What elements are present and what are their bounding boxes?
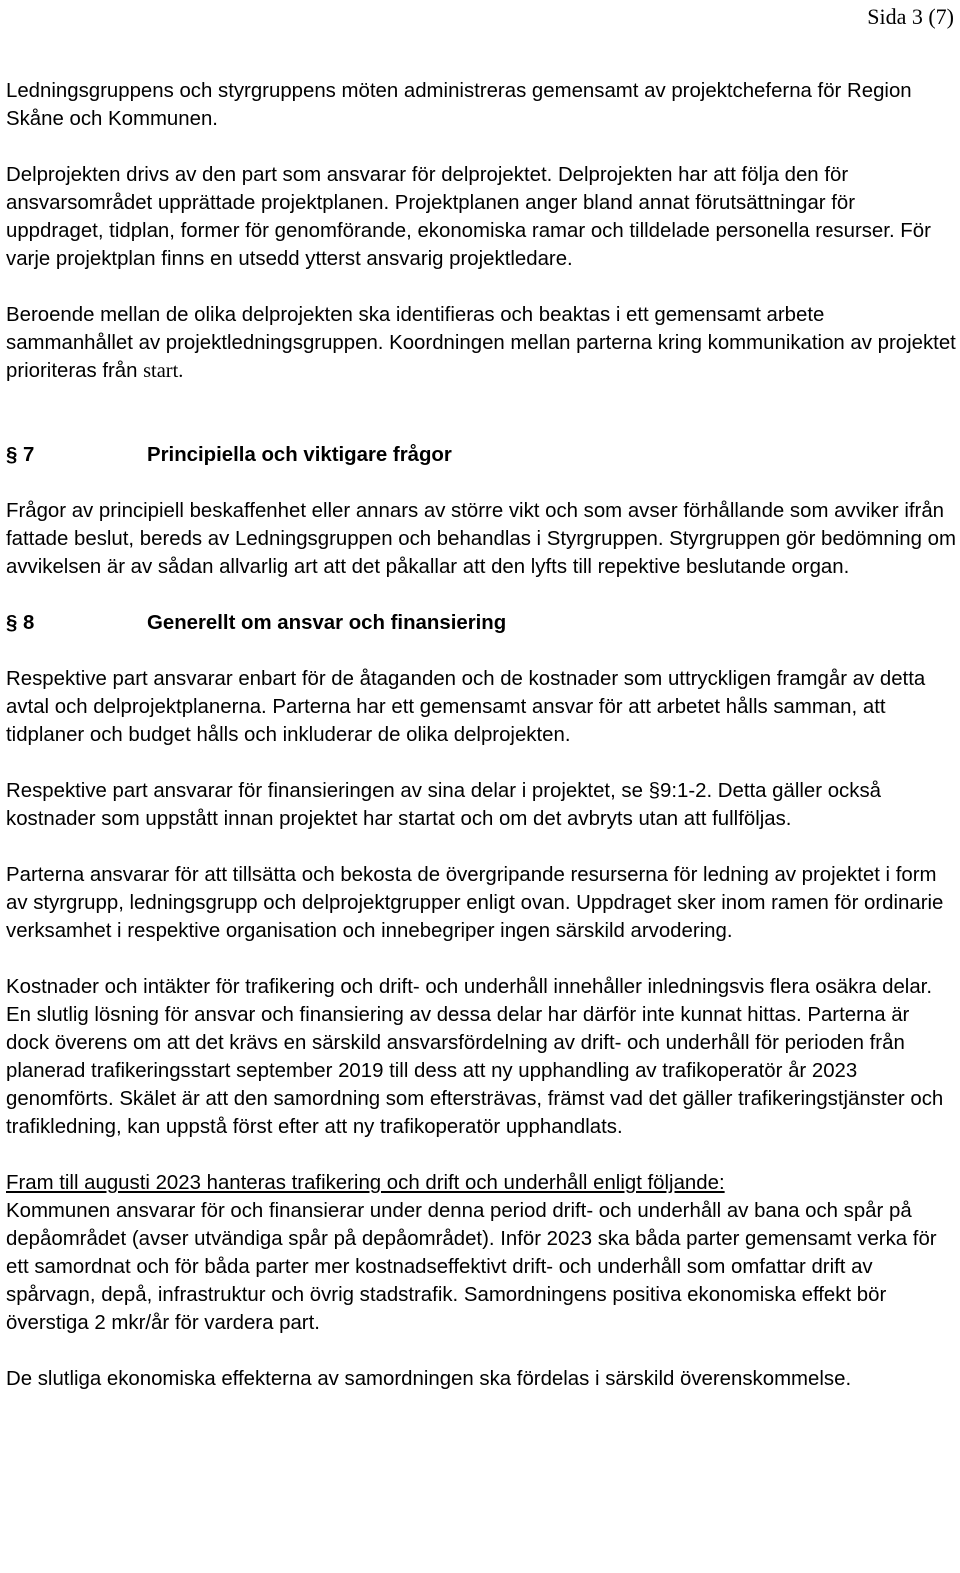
intro-paragraph-3-text: Beroende mellan de olika delprojekten ska identifieras och beaktas i ett gemensamt arbete sammanhållet av projektledningsgruppen. Koordningen mellan parterna kring kommunikation av projektet prioriteras från [6,304,956,382]
page-number: Sida 3 (7) [867,4,954,29]
section-8-paragraph-4: Kostnader och intäkter för trafikering och drift- och underhåll innehåller inledningsvis flera osäkra delar. En slutlig lösning för ansvar och finansiering av dessa delar har därför inte kunnat hittas. Parterna är dock överens om att det krävs en särskild ansvarsfördelning av drift- och underhåll för perioden från planerad trafikeringsstart september 2019 till dess att ny upphandling av trafikoperatör år 2023 genomförts. Skälet är att den samordning som eftersträvas, främst vad det gäller trafikeringstjänster och trafikledning, kan uppstå först efter att ny trafikoperatör upphandlats. [6,976,944,1138]
section-8-paragraph-3: Parterna ansvarar för att tillsätta och bekosta de övergripande resurserna för ledning av projektet i form av styrgrupp, ledningsgrupp och delprojektgrupper enligt ovan. Uppdraget sker inom ramen för ordinarie verksamhet i respektive organisation och innebegriper ingen särskild arvodering. [6,864,944,942]
intro-paragraph-3 [6,301,956,385]
intro-paragraph-3-end: start. [143,360,184,382]
section-8-paragraph-5 [6,1169,956,1337]
document-body [6,77,956,1393]
section-8-paragraph-5-body: Kommunen ansvarar för och finansierar under denna period drift- och underhåll av bana och spår på depåområdet (avser utvändiga spår på depåområdet). Inför 2023 ska båda parter gemensamt verka för ett samordnat och för båda parter mer kostnadseffektivt drift- och underhåll som omfattar drift av spårvagn, depå, infrastruktur och övrig stadstrafik. Samordningens positiva ekonomiska effekt bör överstiga 2 mkr/år för vardera part. [6,1200,937,1334]
section-8-subheading: Fram till augusti 2023 hanteras trafikering och drift och underhåll enligt följande: [6,1172,725,1194]
section-7-number: § 7 [6,444,35,466]
section-8-title: Generellt om ansvar och finansiering [147,612,507,634]
section-8-number: § 8 [6,612,35,634]
section-7-heading [6,441,956,469]
section-7-paragraph-1: Frågor av principiell beskaffenhet eller annars av större vikt och som avser förhållande som avviker ifrån fattade beslut, bereds av Ledningsgruppen och behandlas i Styrgruppen. Styrgruppen gör bedömning om avvikelsen är av sådan allvarlig art att det påkallar att den lyfts till repektive beslutande organ. [6,500,956,578]
section-8-paragraph-6: De slutliga ekonomiska effekterna av samordningen ska fördelas i särskild överenskommelse. [6,1368,852,1390]
intro-paragraph-1: Ledningsgruppens och styrgruppens möten administreras gemensamt av projektcheferna för Region Skåne och Kommunen. [6,80,912,130]
section-8-paragraph-2: Respektive part ansvarar för finansieringen av sina delar i projektet, se §9:1-2. Detta gäller också kostnader som uppstått innan projektet har startat och om det avbryts utan att fullföljas. [6,780,881,830]
section-8-paragraph-1: Respektive part ansvarar enbart för de åtaganden och de kostnader som uttryckligen framgår av detta avtal och delprojektplanerna. Parterna har ett gemensamt ansvar för att arbetet hålls samman, att tidplaner och budget hålls och inkluderar de olika delprojekten. [6,668,926,746]
intro-paragraph-2: Delprojekten drivs av den part som ansvarar för delprojektet. Delprojekten har att följa den för ansvarsområdet upprättade projektplanen. Projektplanen anger bland annat förutsättningar för uppdraget, tidplan, former för genomförande, ekonomiska ramar och tilldelade personella resurser. För varje projektplan finns en utsedd ytterst ansvarig projektledare. [6,164,931,270]
section-8-heading [6,609,956,637]
section-7-title: Principiella och viktigare frågor [147,444,452,466]
